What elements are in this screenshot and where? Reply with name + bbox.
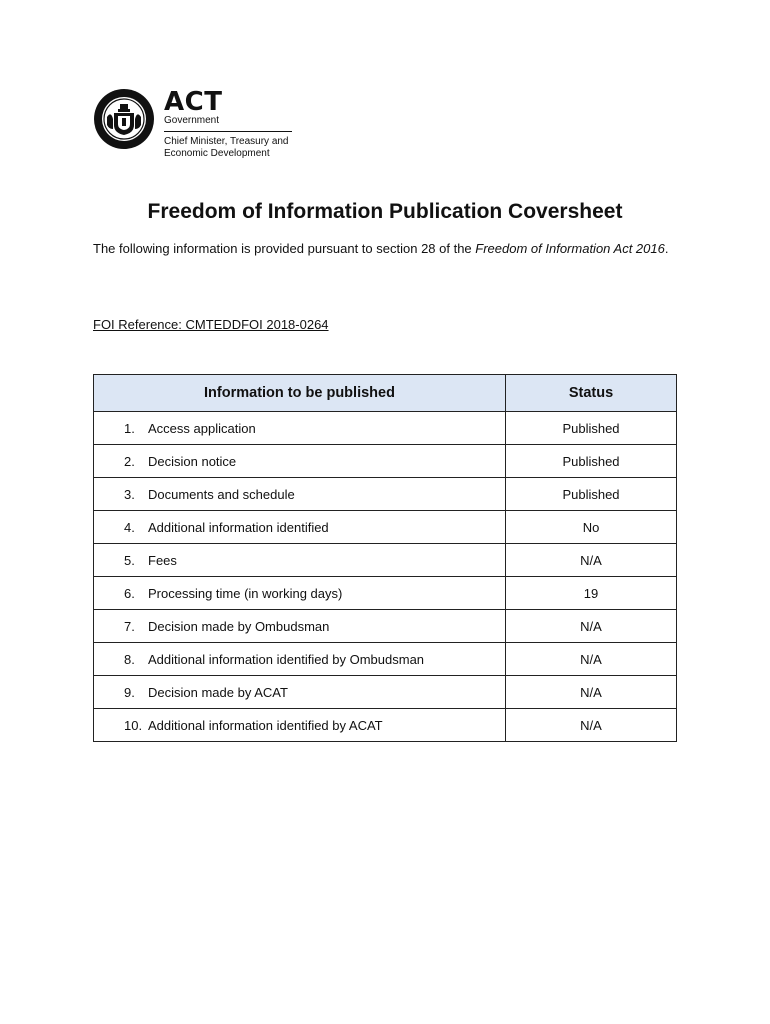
row-status: N/A xyxy=(506,643,677,676)
row-item: Additional information identified by Ombudsman xyxy=(148,651,425,667)
row-status: N/A xyxy=(506,544,677,577)
row-item: Fees xyxy=(148,552,177,568)
table-row xyxy=(94,445,677,478)
row-number: 6. xyxy=(124,585,135,601)
row-item: Access application xyxy=(148,420,256,436)
row-status: N/A xyxy=(506,610,677,643)
row-number: 8. xyxy=(124,651,135,667)
table-row xyxy=(94,643,677,676)
row-status: No xyxy=(506,511,677,544)
row-number: 9. xyxy=(124,684,135,700)
act-government-logo xyxy=(92,87,299,160)
table-row xyxy=(94,610,677,643)
row-status: Published xyxy=(506,478,677,511)
intro-end: . xyxy=(664,241,669,256)
row-item: Decision made by Ombudsman xyxy=(148,618,330,634)
row-item: Processing time (in working days) xyxy=(148,585,343,601)
publication-table xyxy=(93,374,677,742)
column-header-information: Information to be published xyxy=(94,375,506,412)
row-item: Decision notice xyxy=(148,453,237,469)
page-title: Freedom of Information Publication Coversheet xyxy=(147,200,623,223)
row-status: 19 xyxy=(506,577,677,610)
table-row xyxy=(94,676,677,709)
intro-text: The following information is provided pursuant to section 28 of the xyxy=(93,241,476,256)
table-header-row xyxy=(94,375,677,412)
row-item: Additional information identified by ACAT xyxy=(148,717,383,733)
row-number: 3. xyxy=(124,486,135,502)
intro-paragraph xyxy=(93,239,683,259)
row-status: Published xyxy=(506,445,677,478)
table-row xyxy=(94,511,677,544)
row-number: 7. xyxy=(124,618,135,634)
row-status: N/A xyxy=(506,709,677,742)
logo-brand: ACT xyxy=(164,87,223,117)
row-number: 1. xyxy=(124,420,135,436)
row-number: 5. xyxy=(124,552,135,568)
row-status: N/A xyxy=(506,676,677,709)
act-crest-icon xyxy=(92,87,156,151)
act-name: Freedom of Information Act 2016 xyxy=(475,241,665,256)
row-number: 2. xyxy=(124,453,135,469)
table-row xyxy=(94,544,677,577)
logo-brand-sub: Government xyxy=(164,115,220,126)
foi-reference: FOI Reference: CMTEDDFOI 2018-0264 xyxy=(93,317,329,332)
row-item: Decision made by ACAT xyxy=(148,684,288,700)
column-header-status: Status xyxy=(506,375,677,412)
table-row xyxy=(94,478,677,511)
table-row xyxy=(94,577,677,610)
row-status: Published xyxy=(506,412,677,445)
row-number: 4. xyxy=(124,519,135,535)
row-item: Documents and schedule xyxy=(148,486,295,502)
table-row xyxy=(94,709,677,742)
department-name: Chief Minister, Treasury and Economic Development xyxy=(164,136,289,159)
logo-divider xyxy=(164,131,292,132)
row-number: 10. xyxy=(124,717,143,733)
row-item: Additional information identified xyxy=(148,519,329,535)
table-row xyxy=(94,412,677,445)
